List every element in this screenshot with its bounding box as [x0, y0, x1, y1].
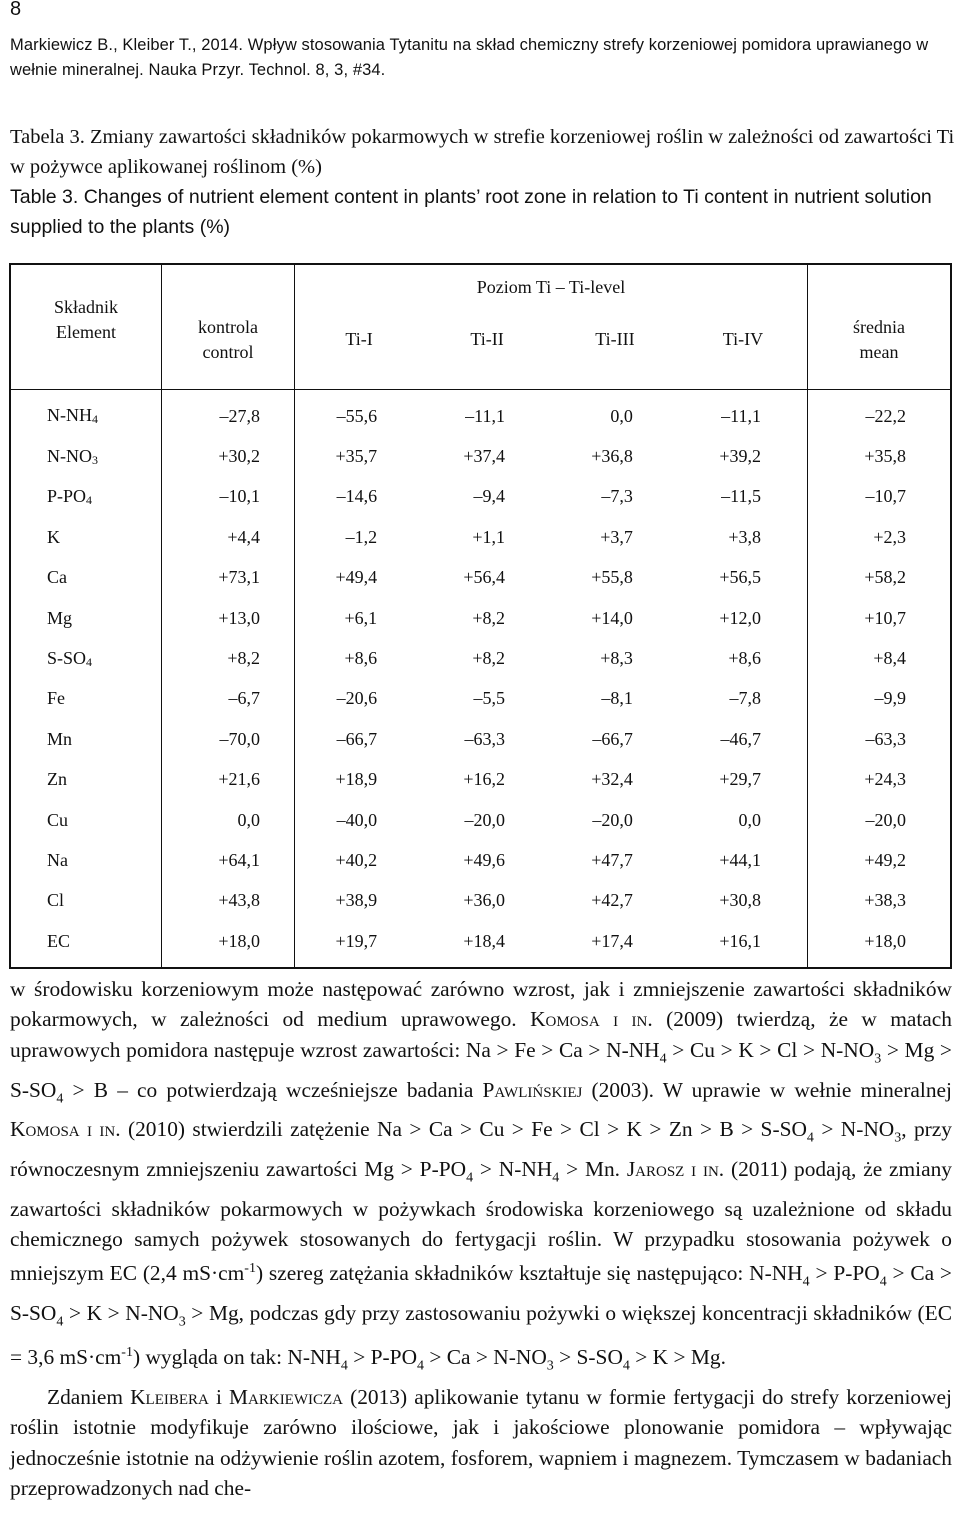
cell-control: +43,8	[162, 881, 295, 921]
cell-mean: –63,3	[808, 719, 952, 759]
table-row	[10, 719, 951, 759]
cell-mean: +38,3	[808, 881, 952, 921]
element-name: N-NO	[47, 445, 92, 466]
nutrient-table	[9, 263, 952, 969]
cell-control: –70,0	[162, 719, 295, 759]
cell-ti-level-2: +49,6	[463, 849, 505, 870]
text-run: > K > Mg.	[629, 1345, 726, 1369]
cell-ti-level-3: +55,8	[591, 567, 633, 588]
author-citation: Komosa i in.	[10, 1117, 121, 1142]
cell-ti-level-3: +8,3	[600, 648, 633, 669]
cell-mean: +35,8	[808, 436, 952, 476]
cell-ti-level-3: –8,1	[601, 688, 633, 709]
table-row	[10, 517, 951, 557]
table-row	[10, 921, 951, 968]
subscript: 4	[56, 1314, 64, 1330]
table-row	[10, 558, 951, 598]
cell-mean: –9,9	[808, 679, 952, 719]
superscript: -1	[244, 1261, 256, 1277]
text-run: > Mn.	[559, 1156, 627, 1181]
cell-ti-level-4: +30,8	[719, 890, 761, 911]
author-citation: Komosa i in.	[530, 1007, 653, 1032]
element-subscript: 4	[86, 654, 93, 669]
table-body	[10, 390, 951, 969]
cell-mean: +2,3	[808, 517, 952, 557]
element-subscript: 3	[92, 452, 98, 467]
text-run: (2013) aplikowanie tytanu w formie fertygacji do strefy korzeniowej roślin istotnie modyfikuje zarówno ilościowe, jak i jakościowe plonowanie pomidora – wpływając jednocześnie istotnie na odżywienie roślin azotem, fosforem, wapniem i magnezem. Tymczasem w badaniach przeprowadzonych nad che-	[10, 1384, 952, 1500]
cell-ti-level-2: +36,0	[463, 890, 505, 911]
element-name: Mg	[47, 607, 73, 628]
text-run: (2003). W uprawie w wełnie mineralnej	[582, 1077, 952, 1102]
cell-ti-level-4: –11,5	[721, 486, 761, 507]
element-name: Na	[47, 849, 68, 870]
cell-ti-level-1: +35,7	[335, 446, 378, 467]
cell-mean: –10,7	[808, 477, 952, 517]
cell-ti-level-3: +36,8	[591, 446, 633, 467]
text-run: > N-NO	[813, 1117, 895, 1142]
cell-ti-level-2: +18,4	[463, 930, 505, 951]
header-control-en: control	[202, 342, 254, 362]
element-name: Cu	[47, 809, 69, 830]
caption-english: Table 3. Changes of nutrient element content in plants’ root zone in relation to Ti content in nutrient solution supplied to the plants (%)	[10, 186, 932, 238]
author-citation: Markiewicza	[229, 1384, 344, 1409]
header-ti-level: Poziom Ti – Ti-level	[476, 276, 626, 297]
cell-ti-level-4: +12,0	[719, 607, 761, 628]
text-run: w środowisku korzeniowym może następować zarówno wzrost, jak i zmniejszenie zawartości składników pokarmowych, w zależności od medium uprawowego.	[10, 977, 952, 1032]
author-citation: Jarosz i in.	[626, 1156, 725, 1181]
header-element-pl: Składnik	[53, 297, 118, 317]
table-row	[10, 477, 951, 517]
cell-ti-level-4: –11,1	[721, 405, 761, 426]
cell-element	[10, 638, 162, 678]
text-run: (2009) twierdzą, że w matach uprawowych pomidora następuje wzrost zawartości: Na > Fe > Ca > N-NH	[10, 1007, 952, 1062]
cell-ti-level-1: –20,6	[336, 688, 378, 709]
cell-element	[10, 477, 162, 517]
subscript: 3	[874, 1051, 882, 1067]
element-name: Fe	[47, 688, 65, 709]
header-ti-iii: Ti-III	[551, 309, 679, 390]
cell-control: +21,6	[162, 760, 295, 800]
cell-mean: +8,4	[808, 638, 952, 678]
element-name: N-NH	[47, 405, 92, 426]
subscript: 4	[417, 1358, 425, 1374]
paragraph-1	[10, 974, 952, 1382]
text-run: > Ca > N-NO	[424, 1345, 547, 1369]
table-row	[10, 881, 951, 921]
subscript: 4	[879, 1274, 887, 1290]
cell-ti-level-1: –40,0	[336, 809, 378, 830]
element-name: S-SO	[47, 647, 87, 668]
cell-ti-level-4: +3,8	[728, 526, 761, 547]
cell-ti-level-3: +42,7	[591, 890, 633, 911]
cell-element	[10, 558, 162, 598]
header-element	[10, 264, 162, 390]
cell-mean: –22,2	[808, 390, 952, 437]
header-control-pl: kontrola	[198, 317, 258, 337]
element-name: P-PO	[47, 485, 87, 506]
cell-ti-level-1: +8,6	[344, 648, 378, 669]
cell-ti-level-4: –7,8	[729, 688, 761, 709]
subscript: 4	[340, 1358, 348, 1374]
element-subscript: 4	[86, 492, 93, 507]
header-ti-ii: Ti-II	[423, 309, 551, 390]
cell-ti-level-1: +18,9	[335, 769, 378, 790]
text-run: > K > N-NO	[63, 1301, 179, 1326]
cell-ti-level-3: 0,0	[610, 405, 633, 426]
cell-ti-level-2: –5,5	[473, 688, 505, 709]
text-run: (2010) stwierdzili zatężenie Na > Ca > Cu > Fe > Cl > K > Zn > B > S-SO	[120, 1117, 807, 1142]
cell-ti-level-2: –20,0	[464, 809, 505, 830]
cell-element	[10, 390, 162, 437]
header-mean-en: mean	[859, 342, 899, 362]
text-run: > P-PO	[347, 1345, 418, 1369]
cell-ti-level-3: +32,4	[591, 769, 633, 790]
cell-element	[10, 921, 162, 968]
text-run: > P-PO	[809, 1261, 880, 1286]
element-name: EC	[47, 930, 71, 951]
cell-ti-level-4: 0,0	[738, 809, 761, 830]
cell-element	[10, 800, 162, 840]
header-control	[162, 264, 295, 390]
subscript: 4	[56, 1090, 64, 1106]
cell-ti-level-3: –66,7	[592, 728, 633, 749]
cell-ti-level-4: +16,1	[719, 930, 761, 951]
cell-ti-level-1: +38,9	[335, 890, 378, 911]
subscript: 4	[806, 1130, 814, 1146]
cell-ti-level-2: +16,2	[463, 769, 505, 790]
element-name: Zn	[47, 769, 67, 790]
element-subscript: 4	[92, 412, 98, 427]
page-number: 8	[10, 0, 22, 20]
caption-polish: Tabela 3. Zmiany zawartości składników pokarmowych w strefie korzeniowej roślin w zależności od zawartości Ti w pożywce aplikowanej roślinom (%)	[10, 126, 955, 178]
cell-ti-level-1: +40,2	[335, 849, 378, 870]
subscript: 3	[178, 1314, 186, 1330]
subscript: 4	[622, 1358, 630, 1374]
header-ti-iv: Ti-IV	[679, 309, 808, 390]
cell-control: +13,0	[162, 598, 295, 638]
cell-control: +8,2	[162, 638, 295, 678]
text-run: Zdaniem	[47, 1384, 131, 1409]
cell-element	[10, 760, 162, 800]
cell-ti-level-4: +56,5	[719, 567, 761, 588]
element-name: Ca	[47, 567, 67, 588]
text-run: > N-NH	[473, 1156, 553, 1181]
cell-control: –6,7	[162, 679, 295, 719]
text-run: > Mg > S-SO	[10, 1037, 952, 1102]
cell-control: +73,1	[162, 558, 295, 598]
table-row	[10, 840, 951, 880]
text-run: (2011) podają, że zmiany zawartości składników pokarmowych w pożywkach środowiska korzeniowego są uzależnione od składu chemicznego samych pożywek stosowanych do fertygacji roślin. W przypadku stosowania pożywek o mniejszym EC (2,4 mS·cm	[10, 1156, 952, 1286]
header-element-en: Element	[56, 322, 116, 342]
cell-ti-level-1: +49,4	[335, 567, 378, 588]
table-row	[10, 390, 951, 437]
header-mean	[808, 264, 952, 390]
cell-ti-level-4: +39,2	[719, 446, 761, 467]
cell-mean: +18,0	[808, 921, 952, 968]
table-row	[10, 436, 951, 476]
text-run: i	[208, 1384, 229, 1409]
cell-ti-level-1: –14,6	[336, 486, 378, 507]
cell-ti-level-2: +8,2	[472, 607, 505, 628]
text-run: ) wygląda on tak: N-NH	[132, 1345, 341, 1369]
element-name: K	[47, 526, 60, 547]
cell-ti-level-2: +1,1	[472, 526, 505, 547]
element-name: Mn	[47, 728, 73, 749]
table-row	[10, 598, 951, 638]
subscript: 4	[552, 1170, 560, 1186]
table-row	[10, 679, 951, 719]
text-run: > Ca > S-SO	[10, 1261, 952, 1326]
cell-ti-level-1: +19,7	[335, 930, 378, 951]
paragraph-2	[10, 1382, 952, 1504]
superscript: -1	[121, 1344, 133, 1360]
header-mean-pl: średnia	[853, 317, 905, 337]
cell-ti-level-2: +8,2	[472, 648, 505, 669]
cell-control: +4,4	[162, 517, 295, 557]
cell-mean: +24,3	[808, 760, 952, 800]
cell-element	[10, 840, 162, 880]
table-row	[10, 638, 951, 678]
element-name: Cl	[47, 890, 65, 911]
cell-ti-level-4: +29,7	[719, 769, 761, 790]
cell-ti-level-2: –9,4	[473, 486, 505, 507]
cell-ti-level-4: +8,6	[728, 648, 761, 669]
cell-control: +30,2	[162, 436, 295, 476]
cell-ti-level-3: +47,7	[591, 849, 633, 870]
table-caption	[10, 122, 955, 242]
cell-element	[10, 719, 162, 759]
cell-mean: +58,2	[808, 558, 952, 598]
subscript: 3	[546, 1358, 554, 1374]
cell-ti-level-2: –63,3	[464, 728, 505, 749]
cell-ti-level-2: –11,1	[465, 405, 505, 426]
author-citation: Pawlińskiej	[482, 1077, 583, 1102]
header-ti-i: Ti-I	[295, 309, 424, 390]
cell-ti-level-2: +37,4	[463, 446, 505, 467]
author-citation: Kleibera	[130, 1384, 209, 1409]
cell-control: 0,0	[162, 800, 295, 840]
cell-ti-level-4: –46,7	[720, 728, 761, 749]
cell-ti-level-3: –20,0	[592, 809, 633, 830]
table-row	[10, 760, 951, 800]
cell-mean: +49,2	[808, 840, 952, 880]
cell-mean: –20,0	[808, 800, 952, 840]
subscript: 4	[802, 1274, 810, 1290]
cell-ti-level-1: –1,2	[345, 526, 378, 547]
cell-element	[10, 517, 162, 557]
cell-control: –27,8	[162, 390, 295, 437]
subscript: 3	[894, 1130, 902, 1146]
cell-ti-level-3: –7,3	[601, 486, 633, 507]
cell-ti-level-1: –66,7	[336, 728, 378, 749]
text-run: > Cu > K > Cl > N-NO	[666, 1037, 875, 1062]
text-run: ) szereg zatężania składników kształtuje się następująco: N-NH	[255, 1261, 803, 1286]
cell-control: –10,1	[162, 477, 295, 517]
cell-element	[10, 679, 162, 719]
cell-control: +64,1	[162, 840, 295, 880]
cell-element	[10, 436, 162, 476]
text-run: > Mg, podczas gdy przy zastosowaniu pożywki o większej koncentracji składników (EC = 3,6 mS·cm	[10, 1301, 953, 1369]
cell-ti-level-1: –55,6	[336, 405, 378, 426]
cell-element	[10, 598, 162, 638]
table-row	[10, 800, 951, 840]
cell-element	[10, 881, 162, 921]
cell-ti-level-1: +6,1	[344, 607, 378, 628]
running-citation: Markiewicz B., Kleiber T., 2014. Wpływ stosowania Tytanitu na skład chemiczny strefy korzeniowej pomidora uprawianego w wełnie mineralnej. Nauka Przyr. Technol. 8, 3, #34.	[10, 36, 929, 79]
subscript: 4	[466, 1170, 474, 1186]
body-text	[10, 974, 952, 1503]
cell-mean: +10,7	[808, 598, 952, 638]
text-run: , przy równoczesnym zmniejszeniu zawartości Mg > P-PO	[10, 1117, 952, 1181]
cell-ti-level-3: +14,0	[591, 607, 633, 628]
cell-ti-level-2: +56,4	[463, 567, 505, 588]
cell-ti-level-4: +44,1	[719, 849, 761, 870]
text-run: > S-SO	[553, 1345, 623, 1369]
cell-ti-level-3: +17,4	[591, 930, 633, 951]
text-run: > B – co potwierdzają wcześniejsze badania	[63, 1077, 483, 1102]
subscript: 4	[659, 1051, 667, 1067]
cell-ti-level-3: +3,7	[600, 526, 633, 547]
cell-control: +18,0	[162, 921, 295, 968]
